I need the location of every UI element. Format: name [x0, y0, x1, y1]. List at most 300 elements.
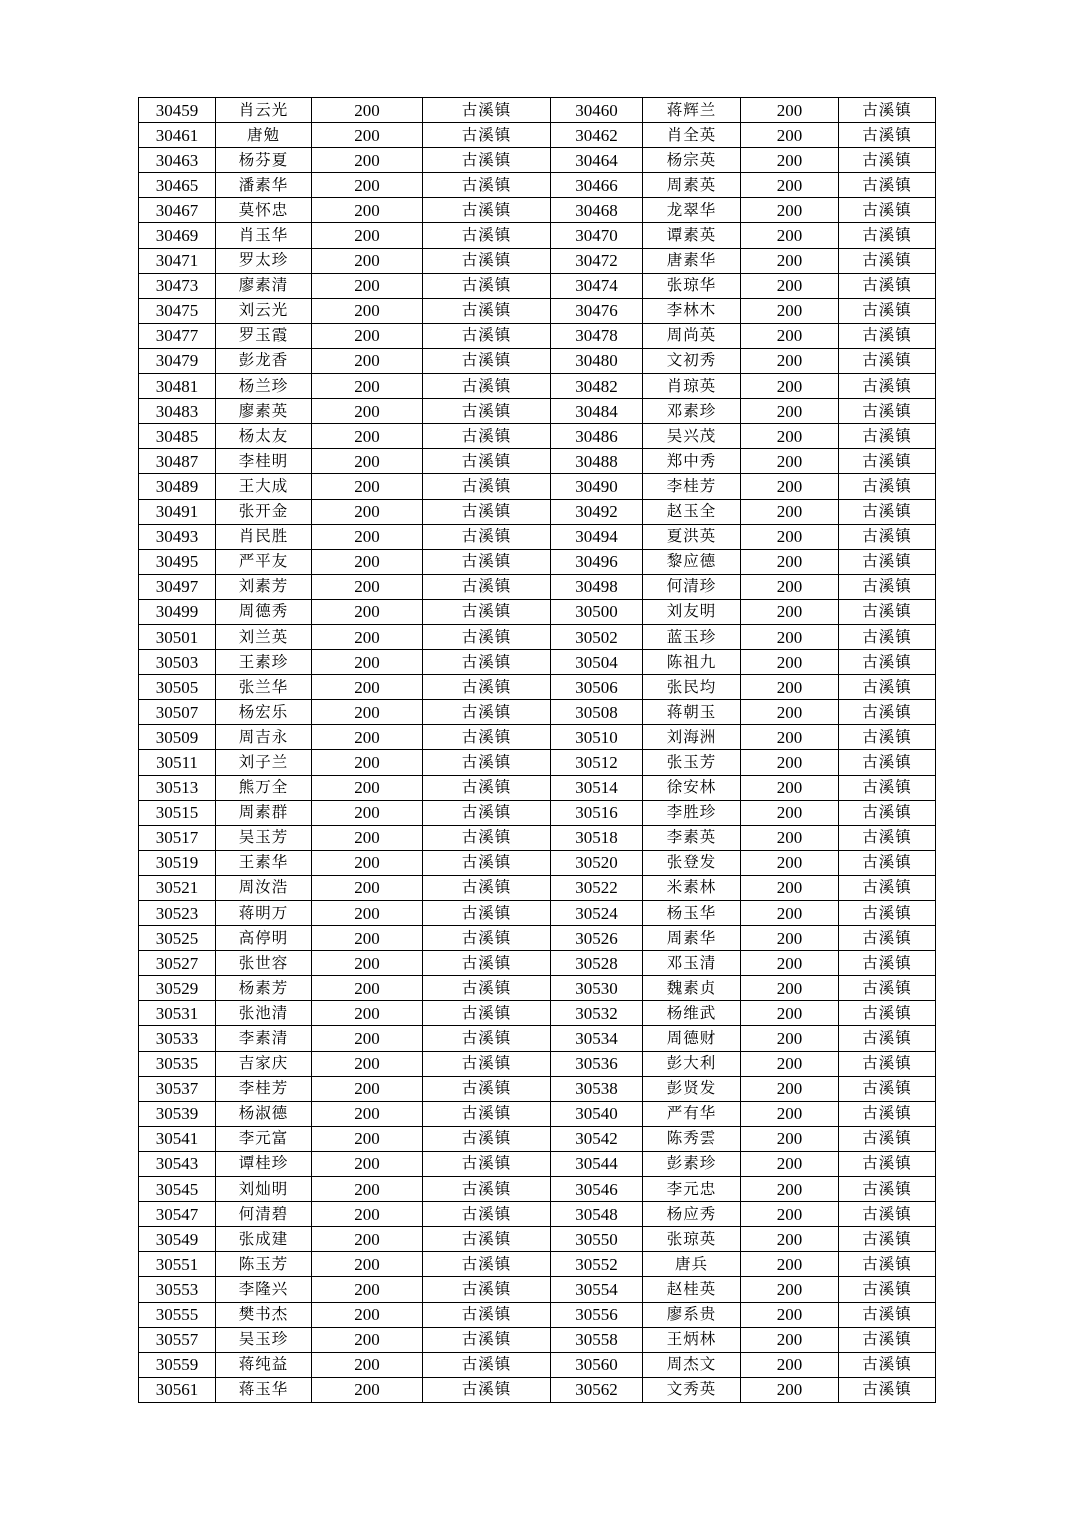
record-number-cell: 30542 [551, 1126, 643, 1151]
person-name-cell: 严有华 [643, 1101, 741, 1126]
amount-cell: 200 [312, 976, 423, 1001]
amount-cell: 200 [741, 298, 839, 323]
person-name-cell: 王大成 [216, 474, 312, 499]
table-row [139, 1177, 936, 1202]
person-name-cell: 蒋辉兰 [643, 98, 741, 123]
amount-cell: 200 [741, 1001, 839, 1026]
township-cell: 古溪镇 [423, 700, 551, 725]
township-cell: 古溪镇 [423, 198, 551, 223]
township-cell: 古溪镇 [423, 1352, 551, 1377]
amount-cell: 200 [312, 650, 423, 675]
township-cell: 古溪镇 [423, 574, 551, 599]
table-row [139, 98, 936, 123]
amount-cell: 200 [741, 951, 839, 976]
township-cell: 古溪镇 [839, 624, 936, 649]
township-cell: 古溪镇 [839, 1252, 936, 1277]
table-row [139, 374, 936, 399]
township-cell: 古溪镇 [839, 198, 936, 223]
person-name-cell: 杨淑德 [216, 1101, 312, 1126]
record-number-cell: 30478 [551, 323, 643, 348]
record-number-cell: 30470 [551, 223, 643, 248]
table-row [139, 348, 936, 373]
amount-cell: 200 [741, 976, 839, 1001]
township-cell: 古溪镇 [839, 800, 936, 825]
township-cell: 古溪镇 [423, 1126, 551, 1151]
amount-cell: 200 [741, 650, 839, 675]
person-name-cell: 彭龙香 [216, 348, 312, 373]
amount-cell: 200 [741, 248, 839, 273]
table-row [139, 273, 936, 298]
person-name-cell: 徐安林 [643, 775, 741, 800]
person-name-cell: 王素华 [216, 850, 312, 875]
person-name-cell: 夏洪英 [643, 524, 741, 549]
record-number-cell: 30497 [139, 574, 216, 599]
record-number-cell: 30493 [139, 524, 216, 549]
person-name-cell: 杨宗英 [643, 148, 741, 173]
township-cell: 古溪镇 [423, 725, 551, 750]
person-name-cell: 杨兰珍 [216, 374, 312, 399]
table-row [139, 750, 936, 775]
record-number-cell: 30503 [139, 650, 216, 675]
record-number-cell: 30547 [139, 1202, 216, 1227]
table-row [139, 775, 936, 800]
record-number-cell: 30506 [551, 675, 643, 700]
person-name-cell: 廖素清 [216, 273, 312, 298]
record-number-cell: 30492 [551, 499, 643, 524]
amount-cell: 200 [741, 1101, 839, 1126]
record-number-cell: 30482 [551, 374, 643, 399]
table-row [139, 901, 936, 926]
record-number-cell: 30517 [139, 825, 216, 850]
record-number-cell: 30552 [551, 1252, 643, 1277]
record-number-cell: 30512 [551, 750, 643, 775]
person-name-cell: 张琼华 [643, 273, 741, 298]
amount-cell: 200 [741, 850, 839, 875]
township-cell: 古溪镇 [423, 1202, 551, 1227]
township-cell: 古溪镇 [423, 1151, 551, 1176]
amount-cell: 200 [741, 1202, 839, 1227]
person-name-cell: 赵桂英 [643, 1277, 741, 1302]
person-name-cell: 周汝浩 [216, 875, 312, 900]
amount-cell: 200 [741, 750, 839, 775]
record-number-cell: 30475 [139, 298, 216, 323]
record-number-cell: 30544 [551, 1151, 643, 1176]
record-number-cell: 30480 [551, 348, 643, 373]
township-cell: 古溪镇 [423, 1327, 551, 1352]
township-cell: 古溪镇 [423, 323, 551, 348]
person-name-cell: 潘素华 [216, 173, 312, 198]
township-cell: 古溪镇 [839, 248, 936, 273]
township-cell: 古溪镇 [423, 1177, 551, 1202]
person-name-cell: 李素英 [643, 825, 741, 850]
township-cell: 古溪镇 [423, 926, 551, 951]
township-cell: 古溪镇 [839, 348, 936, 373]
roster-sheet [138, 97, 935, 1403]
township-cell: 古溪镇 [423, 976, 551, 1001]
amount-cell: 200 [312, 1126, 423, 1151]
record-number-cell: 30554 [551, 1277, 643, 1302]
record-number-cell: 30495 [139, 549, 216, 574]
amount-cell: 200 [312, 248, 423, 273]
amount-cell: 200 [741, 700, 839, 725]
person-name-cell: 刘灿明 [216, 1177, 312, 1202]
record-number-cell: 30532 [551, 1001, 643, 1026]
table-row [139, 399, 936, 424]
person-name-cell: 文初秀 [643, 348, 741, 373]
person-name-cell: 张登发 [643, 850, 741, 875]
amount-cell: 200 [741, 1026, 839, 1051]
table-row [139, 675, 936, 700]
township-cell: 古溪镇 [423, 1101, 551, 1126]
township-cell: 古溪镇 [423, 248, 551, 273]
record-number-cell: 30561 [139, 1377, 216, 1402]
amount-cell: 200 [312, 223, 423, 248]
person-name-cell: 肖玉华 [216, 223, 312, 248]
amount-cell: 200 [741, 1377, 839, 1402]
table-row [139, 875, 936, 900]
table-row [139, 850, 936, 875]
table-row [139, 951, 936, 976]
person-name-cell: 张世容 [216, 951, 312, 976]
record-number-cell: 30463 [139, 148, 216, 173]
township-cell: 古溪镇 [839, 273, 936, 298]
township-cell: 古溪镇 [839, 1151, 936, 1176]
amount-cell: 200 [741, 1352, 839, 1377]
amount-cell: 200 [312, 725, 423, 750]
township-cell: 古溪镇 [839, 374, 936, 399]
record-number-cell: 30514 [551, 775, 643, 800]
table-row [139, 1101, 936, 1126]
person-name-cell: 张兰华 [216, 675, 312, 700]
amount-cell: 200 [312, 1151, 423, 1176]
person-name-cell: 肖民胜 [216, 524, 312, 549]
table-row [139, 173, 936, 198]
record-number-cell: 30501 [139, 624, 216, 649]
table-row [139, 1277, 936, 1302]
township-cell: 古溪镇 [839, 599, 936, 624]
person-name-cell: 李元富 [216, 1126, 312, 1151]
record-number-cell: 30520 [551, 850, 643, 875]
person-name-cell: 杨太友 [216, 424, 312, 449]
township-cell: 古溪镇 [839, 850, 936, 875]
person-name-cell: 吴玉芳 [216, 825, 312, 850]
amount-cell: 200 [741, 926, 839, 951]
person-name-cell: 周素华 [643, 926, 741, 951]
person-name-cell: 张玉芳 [643, 750, 741, 775]
record-number-cell: 30499 [139, 599, 216, 624]
record-number-cell: 30468 [551, 198, 643, 223]
township-cell: 古溪镇 [423, 399, 551, 424]
township-cell: 古溪镇 [839, 499, 936, 524]
person-name-cell: 杨素芳 [216, 976, 312, 1001]
township-cell: 古溪镇 [423, 825, 551, 850]
person-name-cell: 张琼英 [643, 1227, 741, 1252]
table-row [139, 298, 936, 323]
amount-cell: 200 [741, 1227, 839, 1252]
person-name-cell: 刘友明 [643, 599, 741, 624]
township-cell: 古溪镇 [839, 775, 936, 800]
amount-cell: 200 [741, 901, 839, 926]
township-cell: 古溪镇 [423, 148, 551, 173]
table-row [139, 148, 936, 173]
person-name-cell: 黎应德 [643, 549, 741, 574]
township-cell: 古溪镇 [423, 374, 551, 399]
amount-cell: 200 [312, 1177, 423, 1202]
amount-cell: 200 [741, 399, 839, 424]
township-cell: 古溪镇 [423, 173, 551, 198]
record-number-cell: 30546 [551, 1177, 643, 1202]
record-number-cell: 30556 [551, 1302, 643, 1327]
amount-cell: 200 [312, 1026, 423, 1051]
township-cell: 古溪镇 [839, 951, 936, 976]
table-row [139, 725, 936, 750]
person-name-cell: 陈祖九 [643, 650, 741, 675]
amount-cell: 200 [312, 1202, 423, 1227]
township-cell: 古溪镇 [423, 348, 551, 373]
amount-cell: 200 [741, 1051, 839, 1076]
table-row [139, 1026, 936, 1051]
township-cell: 古溪镇 [839, 750, 936, 775]
record-number-cell: 30473 [139, 273, 216, 298]
amount-cell: 200 [312, 700, 423, 725]
record-number-cell: 30502 [551, 624, 643, 649]
township-cell: 古溪镇 [839, 123, 936, 148]
amount-cell: 200 [741, 524, 839, 549]
table-row [139, 624, 936, 649]
township-cell: 古溪镇 [839, 223, 936, 248]
record-number-cell: 30522 [551, 875, 643, 900]
person-name-cell: 陈秀雲 [643, 1126, 741, 1151]
township-cell: 古溪镇 [423, 549, 551, 574]
amount-cell: 200 [741, 599, 839, 624]
amount-cell: 200 [312, 850, 423, 875]
record-number-cell: 30540 [551, 1101, 643, 1126]
person-name-cell: 张民均 [643, 675, 741, 700]
record-number-cell: 30459 [139, 98, 216, 123]
record-number-cell: 30464 [551, 148, 643, 173]
person-name-cell: 蒋玉华 [216, 1377, 312, 1402]
person-name-cell: 周德财 [643, 1026, 741, 1051]
record-number-cell: 30523 [139, 901, 216, 926]
table-row [139, 1377, 936, 1402]
amount-cell: 200 [312, 926, 423, 951]
record-number-cell: 30535 [139, 1051, 216, 1076]
amount-cell: 200 [741, 198, 839, 223]
township-cell: 古溪镇 [839, 323, 936, 348]
person-name-cell: 李隆兴 [216, 1277, 312, 1302]
record-number-cell: 30472 [551, 248, 643, 273]
amount-cell: 200 [312, 298, 423, 323]
township-cell: 古溪镇 [839, 399, 936, 424]
person-name-cell: 张池清 [216, 1001, 312, 1026]
record-number-cell: 30466 [551, 173, 643, 198]
amount-cell: 200 [741, 223, 839, 248]
person-name-cell: 吴玉珍 [216, 1327, 312, 1352]
record-number-cell: 30538 [551, 1076, 643, 1101]
township-cell: 古溪镇 [839, 926, 936, 951]
person-name-cell: 唐兵 [643, 1252, 741, 1277]
record-number-cell: 30461 [139, 123, 216, 148]
person-name-cell: 杨玉华 [643, 901, 741, 926]
table-row [139, 825, 936, 850]
table-row [139, 1051, 936, 1076]
table-row [139, 1252, 936, 1277]
record-number-cell: 30537 [139, 1076, 216, 1101]
amount-cell: 200 [741, 273, 839, 298]
person-name-cell: 刘兰英 [216, 624, 312, 649]
record-number-cell: 30485 [139, 424, 216, 449]
township-cell: 古溪镇 [839, 98, 936, 123]
table-row [139, 1352, 936, 1377]
record-number-cell: 30477 [139, 323, 216, 348]
amount-cell: 200 [312, 474, 423, 499]
record-number-cell: 30487 [139, 449, 216, 474]
amount-cell: 200 [312, 1051, 423, 1076]
person-name-cell: 何清珍 [643, 574, 741, 599]
person-name-cell: 唐素华 [643, 248, 741, 273]
township-cell: 古溪镇 [423, 98, 551, 123]
township-cell: 古溪镇 [839, 1126, 936, 1151]
township-cell: 古溪镇 [839, 1227, 936, 1252]
person-name-cell: 吴兴茂 [643, 424, 741, 449]
township-cell: 古溪镇 [423, 901, 551, 926]
record-number-cell: 30543 [139, 1151, 216, 1176]
person-name-cell: 蒋明万 [216, 901, 312, 926]
person-name-cell: 杨宏乐 [216, 700, 312, 725]
amount-cell: 200 [312, 524, 423, 549]
person-name-cell: 邓素珍 [643, 399, 741, 424]
township-cell: 古溪镇 [423, 599, 551, 624]
table-row [139, 574, 936, 599]
amount-cell: 200 [312, 198, 423, 223]
township-cell: 古溪镇 [839, 1001, 936, 1026]
table-row [139, 1227, 936, 1252]
amount-cell: 200 [741, 123, 839, 148]
person-name-cell: 肖琼英 [643, 374, 741, 399]
person-name-cell: 罗太珍 [216, 248, 312, 273]
amount-cell: 200 [741, 374, 839, 399]
person-name-cell: 李元忠 [643, 1177, 741, 1202]
township-cell: 古溪镇 [423, 424, 551, 449]
township-cell: 古溪镇 [839, 675, 936, 700]
person-name-cell: 谭桂珍 [216, 1151, 312, 1176]
table-row [139, 424, 936, 449]
record-number-cell: 30511 [139, 750, 216, 775]
township-cell: 古溪镇 [423, 1001, 551, 1026]
record-number-cell: 30469 [139, 223, 216, 248]
record-number-cell: 30471 [139, 248, 216, 273]
record-number-cell: 30516 [551, 800, 643, 825]
amount-cell: 200 [312, 449, 423, 474]
amount-cell: 200 [312, 1277, 423, 1302]
record-number-cell: 30505 [139, 675, 216, 700]
record-number-cell: 30545 [139, 1177, 216, 1202]
amount-cell: 200 [312, 1101, 423, 1126]
person-name-cell: 王炳林 [643, 1327, 741, 1352]
table-row [139, 1076, 936, 1101]
record-number-cell: 30550 [551, 1227, 643, 1252]
township-cell: 古溪镇 [839, 1026, 936, 1051]
township-cell: 古溪镇 [423, 800, 551, 825]
amount-cell: 200 [741, 1277, 839, 1302]
township-cell: 古溪镇 [423, 273, 551, 298]
township-cell: 古溪镇 [839, 825, 936, 850]
amount-cell: 200 [741, 574, 839, 599]
record-number-cell: 30527 [139, 951, 216, 976]
record-number-cell: 30467 [139, 198, 216, 223]
record-number-cell: 30551 [139, 1252, 216, 1277]
record-number-cell: 30525 [139, 926, 216, 951]
table-row [139, 549, 936, 574]
amount-cell: 200 [312, 574, 423, 599]
township-cell: 古溪镇 [839, 524, 936, 549]
record-number-cell: 30462 [551, 123, 643, 148]
township-cell: 古溪镇 [839, 976, 936, 1001]
township-cell: 古溪镇 [839, 1302, 936, 1327]
amount-cell: 200 [741, 1177, 839, 1202]
person-name-cell: 廖系贵 [643, 1302, 741, 1327]
township-cell: 古溪镇 [839, 298, 936, 323]
person-name-cell: 廖素英 [216, 399, 312, 424]
person-name-cell: 魏素贞 [643, 976, 741, 1001]
amount-cell: 200 [741, 1151, 839, 1176]
amount-cell: 200 [312, 951, 423, 976]
record-number-cell: 30533 [139, 1026, 216, 1051]
record-number-cell: 30531 [139, 1001, 216, 1026]
township-cell: 古溪镇 [423, 123, 551, 148]
township-cell: 古溪镇 [423, 1302, 551, 1327]
person-name-cell: 蓝玉珍 [643, 624, 741, 649]
person-name-cell: 李胜珍 [643, 800, 741, 825]
record-number-cell: 30541 [139, 1126, 216, 1151]
table-body [139, 98, 936, 1403]
person-name-cell: 杨应秀 [643, 1202, 741, 1227]
amount-cell: 200 [741, 549, 839, 574]
person-name-cell: 周德秀 [216, 599, 312, 624]
amount-cell: 200 [741, 148, 839, 173]
table-row [139, 1202, 936, 1227]
person-name-cell: 严平友 [216, 549, 312, 574]
person-name-cell: 周素英 [643, 173, 741, 198]
table-row [139, 599, 936, 624]
person-name-cell: 彭贤发 [643, 1076, 741, 1101]
person-name-cell: 郑中秀 [643, 449, 741, 474]
amount-cell: 200 [312, 1352, 423, 1377]
amount-cell: 200 [312, 901, 423, 926]
record-number-cell: 30548 [551, 1202, 643, 1227]
amount-cell: 200 [312, 323, 423, 348]
township-cell: 古溪镇 [839, 650, 936, 675]
amount-cell: 200 [312, 1377, 423, 1402]
township-cell: 古溪镇 [423, 1227, 551, 1252]
amount-cell: 200 [741, 800, 839, 825]
record-number-cell: 30555 [139, 1302, 216, 1327]
township-cell: 古溪镇 [839, 901, 936, 926]
record-number-cell: 30494 [551, 524, 643, 549]
record-number-cell: 30491 [139, 499, 216, 524]
record-number-cell: 30476 [551, 298, 643, 323]
amount-cell: 200 [312, 549, 423, 574]
person-name-cell: 彭大利 [643, 1051, 741, 1076]
amount-cell: 200 [312, 348, 423, 373]
table-row [139, 800, 936, 825]
township-cell: 古溪镇 [423, 951, 551, 976]
record-number-cell: 30524 [551, 901, 643, 926]
record-number-cell: 30481 [139, 374, 216, 399]
amount-cell: 200 [741, 173, 839, 198]
township-cell: 古溪镇 [423, 223, 551, 248]
subsidy-table [138, 97, 936, 1403]
